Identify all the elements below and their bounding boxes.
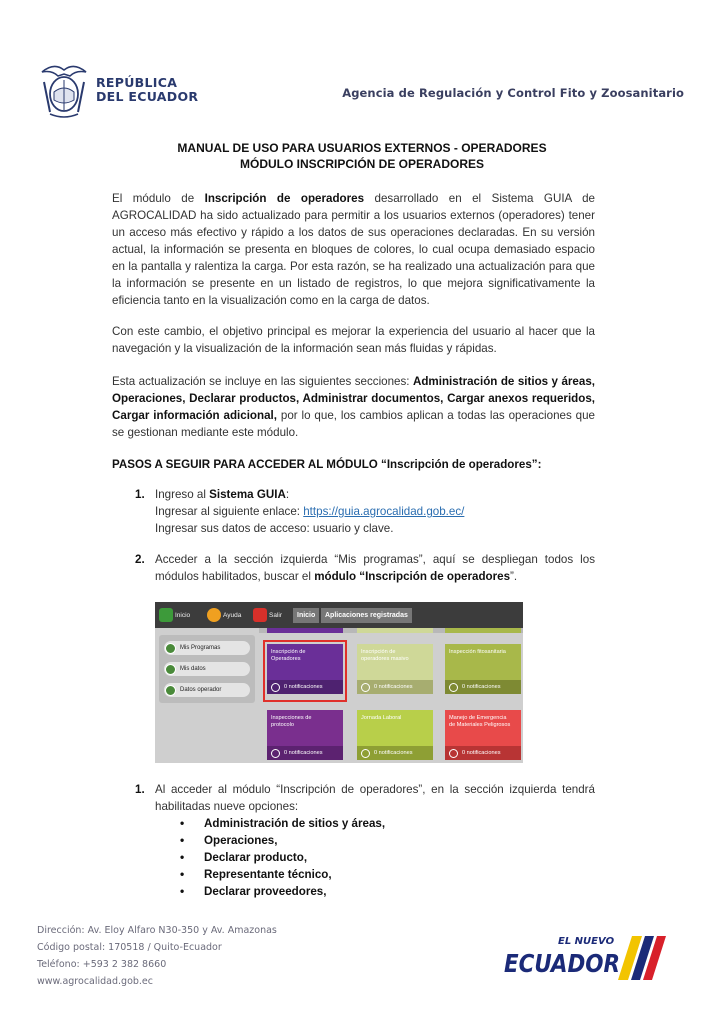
option-item: • Declarar proveedores, <box>180 883 385 900</box>
tile-notifications: 0 notificaciones <box>445 746 521 760</box>
tile-edge <box>445 628 521 633</box>
tile-edge <box>267 628 343 633</box>
step-3: 1. Al acceder al módulo “Inscripción de operadores”, en la sección izquierda tendrá habilitadas nueve opciones: <box>135 783 595 813</box>
module-tile[interactable] <box>357 644 433 694</box>
help-button[interactable]: Ayuda <box>207 607 241 623</box>
sections-list: Administración de sitios y áreas, Operaciones, Declarar productos, Administrar documentos, Cargar anexos requeridos, Cargar información adicional, <box>112 375 595 422</box>
logout-button[interactable]: Salir <box>253 607 282 623</box>
republic-logo <box>36 60 198 120</box>
globe-icon <box>449 683 458 692</box>
option-item: • Operaciones, <box>180 832 385 849</box>
guia-toolbar <box>155 602 523 628</box>
module-tile[interactable] <box>267 710 343 760</box>
intro-paragraph: El módulo de Inscripción de operadores desarrollado en el Sistema GUIA de AGROCALIDAD ha sido actualizado para permitir a los usuarios externos (operadores) tener un acceso más efectivo y rápido a los datos de sus operaciones declaradas. En su versión actual, la información se presenta en bloques de colores, lo cual ocupa demasiado espacio en la pantalla y ralentiza la carga. Por esta razón, se ha realizado una actualización para que la información se presente en un listado de registros, lo que mejora significativamente la eficiencia tanto en la visualización como en la carga de datos. <box>112 192 595 307</box>
tile-name: Inscripción de Operadores <box>271 649 306 662</box>
tile-name: Inspecciones de protocolo <box>271 715 312 728</box>
option-item: • Declarar producto, <box>180 849 385 866</box>
coat-of-arms-icon <box>36 60 92 120</box>
option-item: • Administración de sitios y áreas, <box>180 815 385 832</box>
tile-edge <box>357 628 433 633</box>
tile-notifications: 0 notificaciones <box>357 746 433 760</box>
guia-link[interactable]: https://guia.agrocalidad.gob.ec/ <box>303 505 465 518</box>
republic-line1: REPÚBLICA <box>96 75 178 90</box>
tile-name: Manejo de Emergencia de Materiales Peligrosos <box>449 715 511 728</box>
home-icon <box>159 608 173 622</box>
module-name: Inscripción de operadores <box>204 192 365 205</box>
footer-postal: Código postal: 170518 / Quito-Ecuador <box>37 942 222 953</box>
highlight-box <box>263 640 347 702</box>
objective-paragraph: Con este cambio, el objetivo principal es mejorar la experiencia del usuario al hacer que la navegación y la visualización de la información sean más fluidas y rápidas. <box>112 325 595 355</box>
guia-screenshot <box>155 602 523 763</box>
title-line2: MÓDULO INSCRIPCIÓN DE OPERADORES <box>239 157 485 171</box>
guia-sidebar <box>159 635 255 703</box>
page-header <box>36 60 684 130</box>
tile-notifications: 0 notificaciones <box>445 680 521 694</box>
user-icon <box>165 664 176 675</box>
module-tile[interactable] <box>445 644 521 694</box>
agency-name: Agencia de Regulación y Control Fito y Zoosanitario <box>342 86 684 100</box>
sidebar-item-programs[interactable]: Mis Programas <box>164 641 250 655</box>
logo-top-text: EL NUEVO <box>558 936 615 947</box>
sidebar-item-operator-data[interactable]: Datos operador <box>164 683 250 697</box>
globe-icon <box>449 749 458 758</box>
option-item: • Representante técnico, <box>180 866 385 883</box>
logout-icon <box>253 608 267 622</box>
step-1: 1. Ingreso al Sistema GUIA: Ingresar al siguiente enlace: https://guia.agrocalidad.gob.ec/ Ingresar sus datos de acceso: usuario y clave. <box>135 488 465 535</box>
operator-icon <box>165 685 176 696</box>
module-tile[interactable] <box>357 710 433 760</box>
republic-line2: DEL ECUADOR <box>96 89 199 104</box>
options-list <box>180 815 385 900</box>
footer-phone: Teléfono: +593 2 382 8660 <box>37 959 167 970</box>
globe-icon <box>271 749 280 758</box>
tile-notifications: 0 notificaciones <box>357 680 433 694</box>
globe-icon <box>361 683 370 692</box>
tile-notifications: 0 notificaciones <box>267 680 343 694</box>
page-footer <box>37 922 277 990</box>
steps-heading: PASOS A SEGUIR PARA ACCEDER AL MÓDULO “Inscripción de operadores”: <box>112 458 542 471</box>
footer-address: Dirección: Av. Eloy Alfaro N30-350 y Av. Amazonas <box>37 925 277 936</box>
logo-main-text: ECUADOR <box>504 949 620 978</box>
sidebar-item-my-data[interactable]: Mis datos <box>164 662 250 676</box>
tile-name: Inscripción de operadores masivo <box>361 649 409 662</box>
title-line1: MANUAL DE USO PARA USUARIOS EXTERNOS - OPERADORES <box>177 141 547 155</box>
tab-registered-apps[interactable]: Aplicaciones registradas <box>321 608 412 623</box>
el-nuevo-ecuador-logo <box>502 930 674 982</box>
tab-inicio[interactable]: Inicio <box>293 608 319 623</box>
document-title <box>0 140 724 172</box>
home-button[interactable]: Inicio <box>159 607 190 623</box>
tile-notifications: 0 notificaciones <box>267 746 343 760</box>
programs-icon <box>165 643 176 654</box>
footer-web: www.agrocalidad.gob.ec <box>37 976 154 987</box>
sections-paragraph: Esta actualización se incluye en las siguientes secciones: Administración de sitios y áreas, Operaciones, Declarar productos, Administrar documentos, Cargar anexos requeridos, Cargar información adicional, por lo que, los cambios aplican a todas las operaciones que se gestionan mediante este módulo. <box>112 375 595 439</box>
step-2: 2. Acceder a la sección izquierda “Mis programas”, aquí se despliegan todos los módulos habilitados, buscar el módulo “Inscripción de operadores”. <box>135 553 595 583</box>
tile-name: Jornada Laboral <box>361 715 402 721</box>
globe-icon <box>361 749 370 758</box>
tile-name: Inspección fitosanitaria <box>449 649 506 655</box>
help-icon <box>207 608 221 622</box>
module-tile[interactable] <box>445 710 521 760</box>
